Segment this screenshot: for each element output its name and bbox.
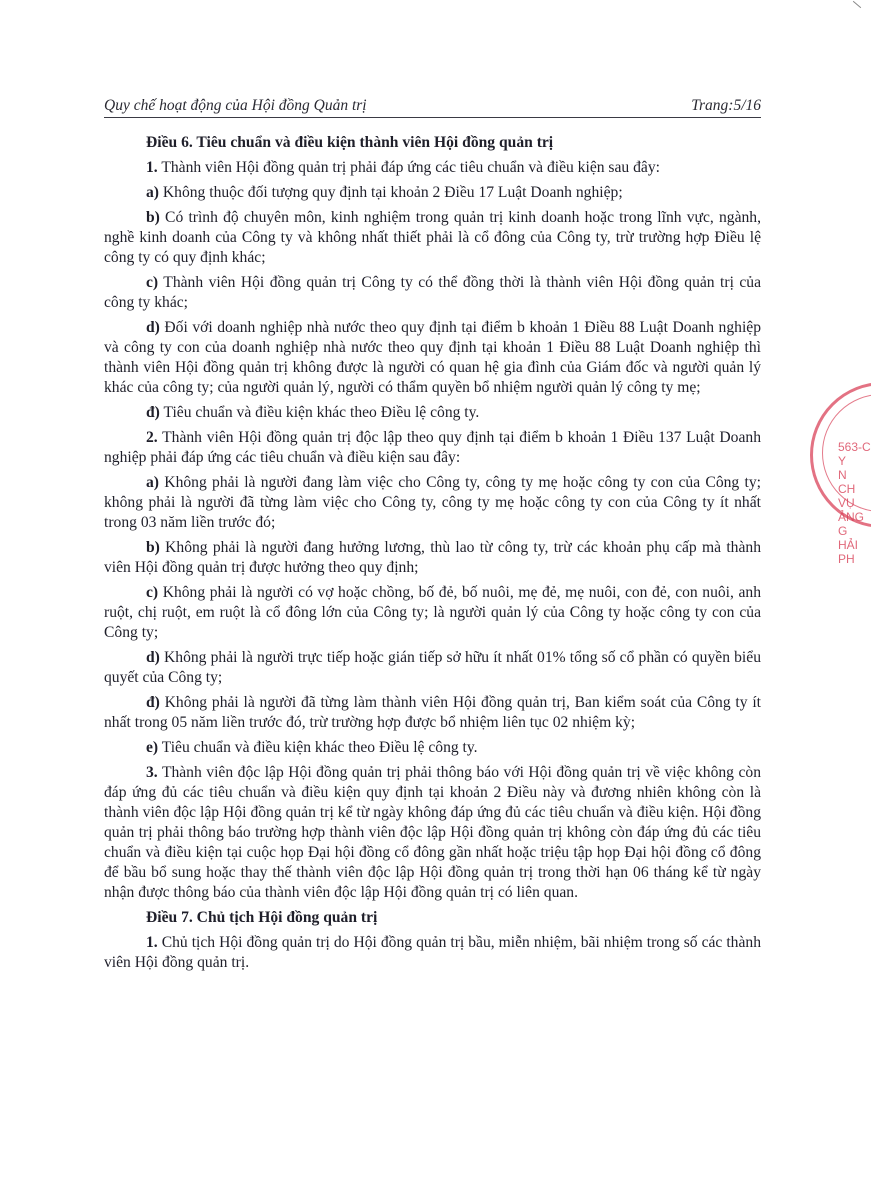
page-number: Trang:5/16: [691, 97, 761, 114]
paragraph: [104, 208, 761, 268]
point-label: e): [146, 739, 159, 756]
point-label: b): [146, 209, 160, 226]
point-text: Không phải là người đang hưởng lương, thù lao từ công ty, trừ các khoản phụ cấp mà thành viên Hội đồng quản trị được hưởng theo quy định;: [104, 539, 761, 576]
paragraph: [104, 738, 761, 758]
point-label: c): [146, 584, 159, 601]
clause-number: 2.: [146, 429, 158, 446]
page-header: [104, 97, 761, 118]
point-label: a): [146, 474, 159, 491]
point-label: b): [146, 539, 160, 556]
paragraph: [104, 318, 761, 398]
point-text: Thành viên Hội đồng quản trị Công ty có thể đồng thời là thành viên Hội đồng quản trị của công ty khác;: [104, 274, 761, 311]
point-label: d): [146, 649, 160, 666]
paragraph: [104, 693, 761, 733]
paragraph: [104, 538, 761, 578]
point-text: Không phải là người đã từng làm thành viên Hội đồng quản trị, Ban kiểm soát của Công ty ít nhất trong 05 năm liền trước đó, trừ trường hợp được bổ nhiệm liên tục 02 nhiệm kỳ;: [104, 694, 761, 731]
point-label: c): [146, 274, 159, 291]
clause-number: 3.: [146, 764, 158, 781]
point-label: a): [146, 184, 159, 201]
point-label: đ): [146, 694, 160, 711]
point-text: Không phải là người trực tiếp hoặc gián tiếp sở hữu ít nhất 01% tổng số cổ phần có quyền biểu quyết của Công ty;: [104, 649, 761, 686]
seal-line: N: [838, 468, 847, 482]
point-text: Đối với doanh nghiệp nhà nước theo quy định tại điểm b khoản 1 Điều 88 Luật Doanh nghiệp và công ty con của doanh nghiệp nhà nước theo quy định tại khoản 1 Điều 88 Luật Doanh nghiệp thì thành viên Hội đồng quản trị không được là người có quan hệ gia đình của Giám đốc và người quản lý khác của công ty; của người quản lý, người có thẩm quyền bổ nhiệm người quản lý công ty mẹ;: [104, 319, 761, 396]
paragraph: [104, 473, 761, 533]
seal-line: Y: [838, 454, 847, 468]
document-body: [104, 133, 761, 978]
paragraph: [104, 648, 761, 688]
paragraph: [104, 933, 761, 973]
seal-line: G: [838, 524, 848, 538]
point-text: Không phải là người đang làm việc cho Công ty, công ty mẹ hoặc công ty con của Công ty; không phải là người đã từng làm việc cho Công ty, công ty mẹ hoặc công ty con của Công ty ít nhất trong 03 năm liền trước đó;: [104, 474, 761, 531]
clause-text: Thành viên Hội đồng quản trị độc lập theo quy định tại điểm b khoản 1 Điều 137 Luật Doanh nghiệp phải đáp ứng các tiêu chuẩn và điều kiện sau đây:: [104, 429, 761, 466]
clause-number: 1.: [146, 159, 158, 176]
seal-line: 563-C: [838, 440, 871, 454]
clause-text: Thành viên độc lập Hội đồng quản trị phải thông báo với Hội đồng quản trị về việc không còn đáp ứng đủ các tiêu chuẩn và điều kiện quy định tại khoản 2 Điều này và đương nhiên không còn là thành viên độc lập Hội đồng quản trị kể từ ngày không đáp ứng đủ các tiêu chuẩn và điều kiện. Hội đồng quản trị phải thông báo trường hợp thành viên độc lập Hội đồng quản trị không còn đáp ứng đủ các tiêu chuẩn và điều kiện tại cuộc họp Đại hội đồng cổ đông gần nhất hoặc triệu tập họp Đại hội đồng cổ đông để bầu bổ sung hoặc thay thế thành viên độc lập Hội đồng quản trị trong thời hạn 06 tháng kể từ ngày nhận được thông báo của thành viên độc lập Hội đồng quản trị có liên quan.: [104, 764, 761, 901]
point-text: Tiêu chuẩn và điều kiện khác theo Điều lệ công ty.: [159, 404, 480, 421]
paragraph: [104, 158, 761, 178]
paragraph: [104, 763, 761, 903]
clause-number: 1.: [146, 934, 158, 951]
point-text: Không thuộc đối tượng quy định tại khoản 2 Điều 17 Luật Doanh nghiệp;: [159, 184, 623, 201]
seal-line: ẢNG: [838, 510, 865, 524]
clause-text: Thành viên Hội đồng quản trị phải đáp ứng các tiêu chuẩn và điều kiện sau đây:: [157, 159, 660, 176]
clause-text: Chủ tịch Hội đồng quản trị do Hội đồng quản trị bầu, miễn nhiệm, bãi nhiệm trong số các thành viên Hội đồng quản trị.: [104, 934, 761, 971]
paragraph: [104, 583, 761, 643]
article-7-title: Điều 7. Chủ tịch Hội đồng quản trị: [146, 909, 378, 926]
point-text: Có trình độ chuyên môn, kinh nghiệm trong quản trị kinh doanh hoặc trong lĩnh vực, ngành, nghề kinh doanh của Công ty và không nhất thiết phải là cổ đông của Công ty, trừ trường hợp Điều lệ công ty có quy định khác;: [104, 209, 761, 266]
point-label: d): [146, 319, 160, 336]
paragraph: [104, 273, 761, 313]
paragraph: [104, 428, 761, 468]
paragraph: [104, 183, 761, 203]
point-text: Tiêu chuẩn và điều kiện khác theo Điều lệ công ty.: [158, 739, 478, 756]
scan-mark: [853, 1, 861, 8]
company-seal-text: [838, 440, 871, 566]
seal-line: HẢI PH: [838, 538, 859, 566]
paragraph: [104, 403, 761, 423]
article-6-title: Điều 6. Tiêu chuẩn và điều kiện thành viên Hội đồng quản trị: [146, 134, 554, 151]
point-label: đ): [146, 404, 160, 421]
header-title: Quy chế hoạt động của Hội đồng Quản trị: [104, 97, 367, 114]
seal-line: CH VỤ: [838, 482, 856, 510]
point-text: Không phải là người có vợ hoặc chồng, bố đẻ, bố nuôi, mẹ đẻ, mẹ nuôi, con đẻ, con nuôi, anh ruột, chị ruột, em ruột là cổ đông lớn của Công ty; là người quản lý của Công ty hoặc công ty con của Công ty;: [104, 584, 761, 641]
